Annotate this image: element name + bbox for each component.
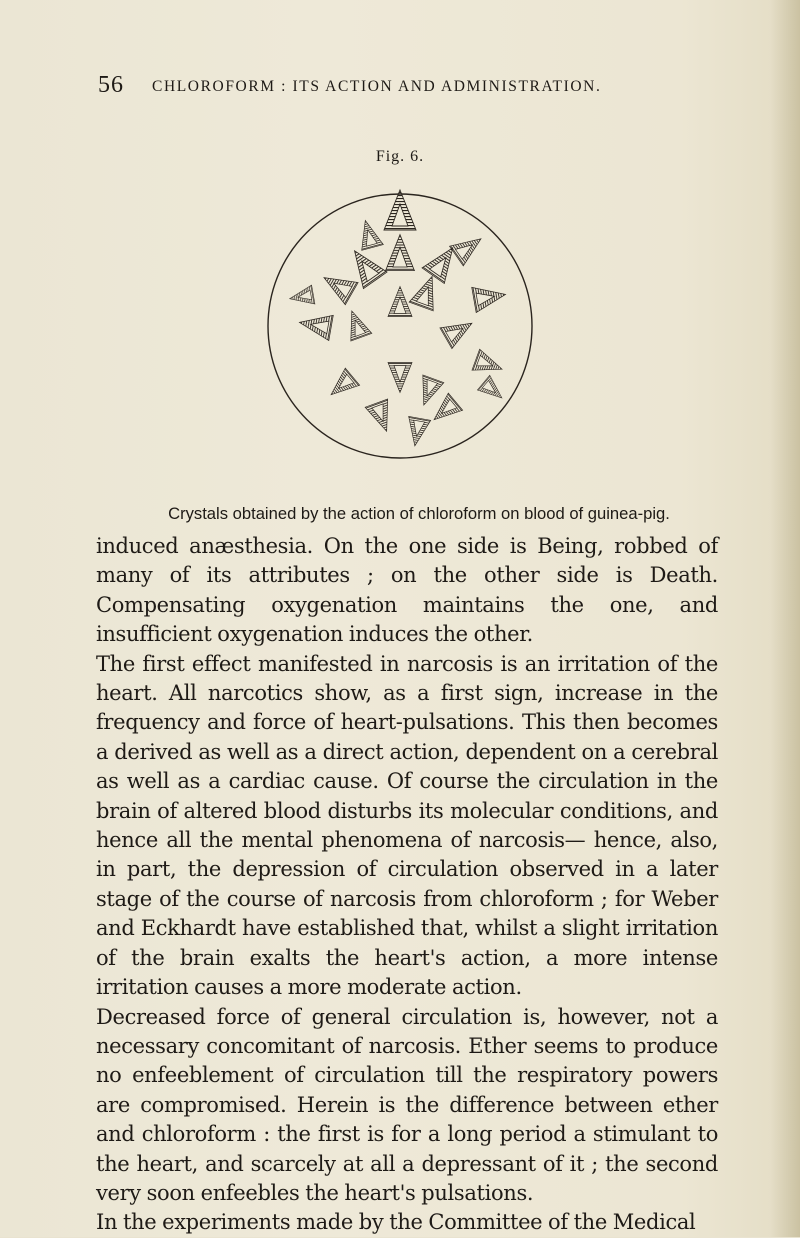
crystal-shape bbox=[318, 267, 359, 305]
paragraph: Decreased force of general circulation is, however, not a necessary concomitant of narcosis. Ether seems to produce no enfeeblement of circulation till the respiratory powers are compromised. Herein is the difference between ether and chloroform : the first is for a long period a stimulant to the heart, and scarcely at all a depressant of it ; the second very soon enfeebles the heart's pulsations. bbox=[96, 1004, 718, 1205]
crystal-shape bbox=[472, 282, 508, 313]
crystal-shape bbox=[427, 393, 463, 428]
crystal-illustration bbox=[250, 178, 550, 478]
figure-caption: Crystals obtained by the action of chloroform on blood of guinea-pig. bbox=[168, 504, 670, 523]
paragraph: induced anæsthesia. On the one side is Being, robbed of many of its attributes ; on the other side is Death. Compensating oxygenation maintains the one, and insufficient oxygenation induces the other. bbox=[96, 534, 718, 647]
page-number: 56 bbox=[98, 72, 124, 98]
paragraph: In the experiments made by the Committee of the Medical bbox=[96, 1210, 696, 1235]
crystal-shape bbox=[288, 285, 315, 308]
crystal-shape bbox=[386, 235, 415, 271]
crystal-shape bbox=[365, 399, 398, 435]
crystal-shape bbox=[404, 416, 431, 447]
paragraph: The first effect manifested in narcosis is an irritation of the heart. All narcotics show, as a first sign, increase in the frequency and force of heart-pulsations. This then becomes a derived as well as a direct action, dependent on a cerebral as well as a cardiac cause. Of course the circulation in the brain of altered blood disturbs its molecular conditions, and hence all the mental phenomena of narcosis— hence, also, in part, the depression of circulation observed in a later stage of the course of narcosis from chloroform ; for Weber and Eckhardt have established that, whilst a slight irritation of the brain exalts the heart's action, a more intense irritation causes a more moderate action. bbox=[96, 651, 718, 1000]
figure-label: Fig. 6. bbox=[375, 148, 425, 165]
page-edge-shadow bbox=[770, 0, 800, 1237]
crystal-shape bbox=[341, 307, 372, 341]
crystal-shape bbox=[388, 287, 412, 317]
running-head: CHLOROFORM : ITS ACTION AND ADMINISTRATION. bbox=[152, 78, 602, 95]
crystal-shape bbox=[472, 349, 506, 380]
crystal-shape bbox=[354, 218, 383, 251]
body-text bbox=[96, 532, 718, 1238]
crystal-shape bbox=[477, 375, 508, 405]
crystal-shape bbox=[324, 368, 360, 403]
crystal-shape bbox=[388, 363, 412, 393]
crystal-shape bbox=[413, 375, 444, 409]
crystal-shape bbox=[384, 190, 416, 230]
page-header bbox=[0, 72, 800, 102]
crystal-shape bbox=[297, 310, 333, 341]
crystal-shape bbox=[450, 229, 488, 266]
crystal-shape bbox=[440, 313, 478, 349]
